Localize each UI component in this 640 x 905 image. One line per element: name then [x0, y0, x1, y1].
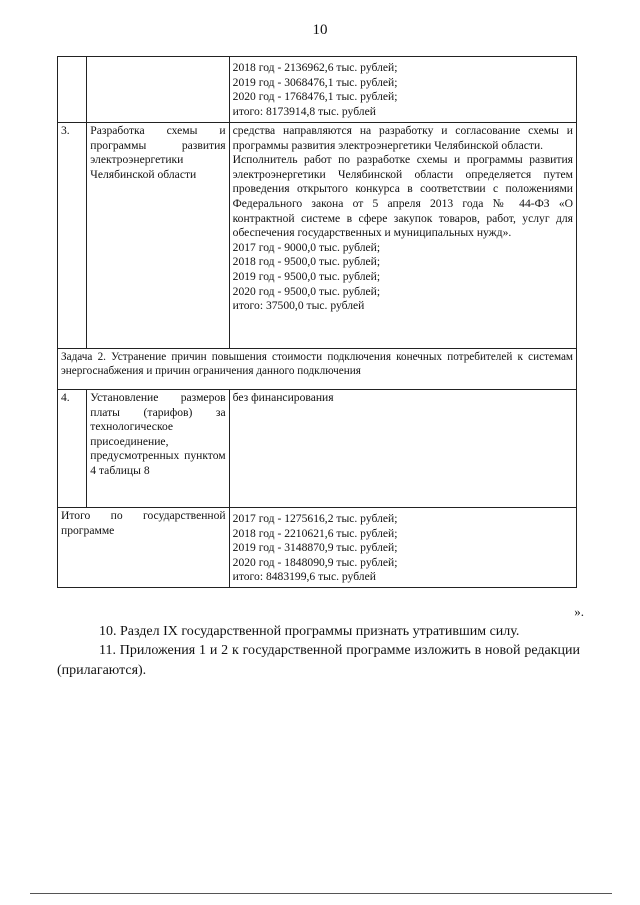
financing-cell — [229, 123, 576, 349]
measure-name-cell — [87, 57, 229, 123]
row-number-cell: 3. — [58, 123, 87, 349]
measure-name-cell: Разработка схемы и программы развития электроэнергетики Челябинской области — [87, 123, 229, 349]
table-row — [58, 123, 577, 349]
table-row — [58, 508, 577, 588]
paragraph-10: 10. Раздел IX государственной программы признать утратившим силу. — [99, 624, 520, 639]
row-number-cell: 4. — [58, 390, 87, 508]
table-row — [58, 349, 577, 390]
total-label-cell: Итого по государственной программе — [58, 508, 230, 588]
financing-line: 2018 год - 9500,0 тыс. рублей; — [232, 255, 381, 269]
row-number-cell — [58, 57, 87, 123]
table-row — [58, 57, 577, 123]
financing-line: итого: 8483199,6 тыс. рублей — [232, 570, 376, 584]
financing-line: итого: 8173914,8 тыс. рублей — [232, 104, 376, 118]
financing-line: 2018 год - 2136962,6 тыс. рублей; — [232, 61, 398, 74]
financing-line: итого: 37500,0 тыс. рублей — [232, 299, 365, 313]
footer-divider — [30, 893, 612, 894]
financing-cell: без финансирования — [229, 390, 576, 508]
financing-line: 2017 год - 9000,0 тыс. рублей; — [232, 240, 381, 254]
financing-line: 2019 год - 3148870,9 тыс. рублей; — [232, 541, 398, 555]
financing-line: 2018 год - 2210621,6 тыс. рублей; — [232, 526, 398, 540]
page-number: 10 — [312, 22, 328, 38]
paragraph-11: 11. Приложения 1 и 2 к государственной программе изложить в новой редакции (прилагаются). — [57, 643, 580, 678]
financing-text: Исполнитель работ по разработке схемы и программы развития электроэнергетики Челябинской области определяется путем проведения открытого конкурса в соответствии с положениями Федерального закона от 5 апреля 2013 года № 44-ФЗ «О контрактной системе в сфере закупок товаров, работ, услуг для обеспечения государственных и муниципальных нужд». — [232, 153, 573, 240]
financing-line: 2017 год - 1275616,2 тыс. рублей; — [232, 512, 398, 525]
financing-cell — [229, 508, 576, 588]
financing-line: 2020 год - 1848090,9 тыс. рублей; — [232, 555, 398, 569]
financing-line: 2020 год - 9500,0 тыс. рублей; — [232, 284, 381, 298]
financing-text: средства направляются на разработку и согласование схемы и программы развития электроэнергетики Челябинской области. — [232, 124, 573, 152]
financing-table — [57, 56, 577, 588]
measure-name-cell: Установление размеров платы (тарифов) за технологическое присоединение, предусмотренных пунктом 4 таблицы 8 — [87, 390, 229, 508]
closing-quote: ». — [574, 604, 584, 619]
financing-line: 2019 год - 3068476,1 тыс. рублей; — [232, 75, 398, 89]
table-row — [58, 390, 577, 508]
financing-line: 2020 год - 1768476,1 тыс. рублей; — [232, 90, 398, 104]
financing-cell — [229, 57, 576, 123]
financing-line: 2019 год - 9500,0 тыс. рублей; — [232, 269, 381, 283]
task-heading: Задача 2. Устранение причин повышения стоимости подключения конечных потребителей к системам энергоснабжения и причин ограничения данного подключения — [58, 349, 577, 390]
